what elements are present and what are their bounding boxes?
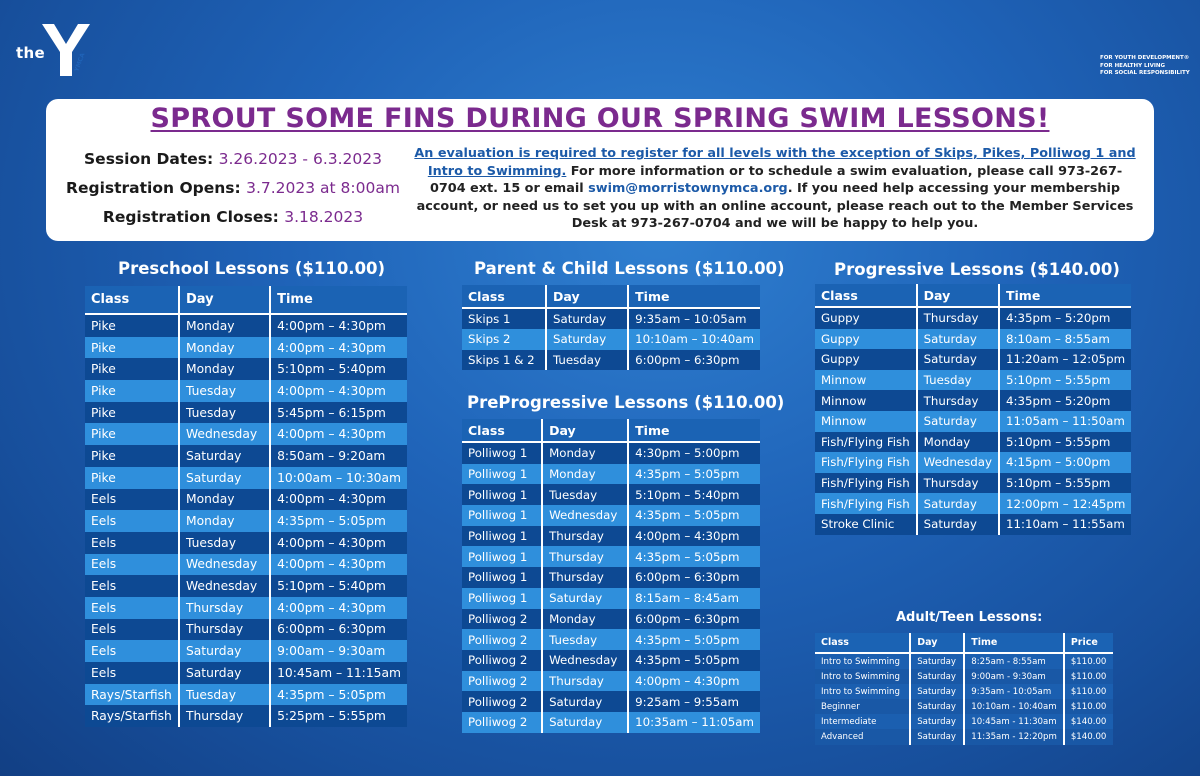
tagline-line: FOR YOUTH DEVELOPMENT® [1100,55,1190,61]
class-cell: Rays/Starfish [85,705,179,727]
table-row [462,350,760,370]
day-cell: Thursday [542,526,628,547]
day-cell: Thursday [917,473,999,494]
table-row [462,505,760,526]
reg-close-label: Registration Closes: [102,208,279,226]
header-row [85,286,407,314]
time-cell: 10:00am – 10:30am [270,467,407,489]
table-row [85,467,407,489]
class-cell: Pike [85,467,179,489]
time-cell: 4:35pm – 5:05pm [628,464,760,485]
table-row [815,684,1113,699]
column-header: Day [546,285,628,308]
class-cell: Advanced [815,729,910,744]
time-cell: 10:10am – 10:40am [628,329,760,349]
header-row [815,633,1113,653]
column-header: Day [542,419,628,442]
table-row [462,567,760,588]
table-row [85,532,407,554]
class-cell: Eels [85,532,179,554]
table-row [462,442,760,464]
logo-text: the [16,44,45,62]
header-row [462,285,760,308]
day-cell: Monday [179,510,270,532]
tagline-line: FOR HEALTHY LIVING [1100,62,1166,69]
table-row [815,390,1131,411]
time-cell: 8:25am - 8:55am [964,653,1064,669]
table-row [815,349,1131,370]
column-header: Class [85,286,179,314]
day-cell: Saturday [910,714,964,729]
day-cell: Tuesday [546,350,628,370]
table-row [815,729,1113,744]
class-cell: Eels [85,640,179,662]
table-row [815,329,1131,350]
logo-subtext: YMCA [73,52,87,73]
time-cell: 4:35pm – 5:05pm [270,684,407,706]
day-cell: Saturday [910,669,964,684]
table-row [815,473,1131,494]
day-cell: Saturday [546,308,628,329]
session-dates-row [58,145,408,174]
class-cell: Eels [85,489,179,511]
price-cell: $110.00 [1064,669,1113,684]
class-cell: Polliwog 1 [462,546,542,567]
table-row [462,464,760,485]
time-cell: 11:05am – 11:50am [999,411,1131,432]
day-cell: Wednesday [542,650,628,671]
preschool-table [85,286,407,727]
time-cell: 10:10am - 10:40am [964,699,1064,714]
price-cell: $110.00 [1064,699,1113,714]
class-cell: Minnow [815,370,917,391]
day-cell: Wednesday [179,575,270,597]
day-cell: Tuesday [542,484,628,505]
time-cell: 4:35pm – 5:20pm [999,390,1131,411]
day-cell: Tuesday [179,684,270,706]
time-cell: 4:00pm – 4:30pm [628,671,760,692]
adult-teen-table [815,633,1113,745]
table-row [815,714,1113,729]
class-cell: Fish/Flying Fish [815,452,917,473]
day-cell: Saturday [917,349,999,370]
time-cell: 11:20am – 12:05pm [999,349,1131,370]
time-cell: 4:00pm – 4:30pm [270,314,407,337]
class-cell: Skips 2 [462,329,546,349]
reg-close-value: 3.18.2023 [284,208,364,226]
table-row [462,671,760,692]
table-row [815,411,1131,432]
table-row [462,712,760,733]
time-cell: 6:00pm – 6:30pm [628,350,760,370]
class-cell: Pike [85,402,179,424]
y-logo-icon [38,20,94,78]
table-row [85,380,407,402]
time-cell: 8:10am – 8:55am [999,329,1131,350]
time-cell: 4:35pm – 5:05pm [270,510,407,532]
email-link[interactable]: swim@morristownymca.org [588,181,788,196]
day-cell: Monday [179,337,270,359]
table-row [85,358,407,380]
day-cell: Saturday [917,329,999,350]
time-cell: 9:00am – 9:30am [270,640,407,662]
headline: SPROUT SOME FINS DURING OUR SPRING SWIM LESSONS! [150,103,1050,134]
time-cell: 4:00pm – 4:30pm [270,532,407,554]
day-cell: Monday [179,489,270,511]
progressive-table [815,284,1131,535]
class-cell: Intro to Swimming [815,653,910,669]
table-row [85,423,407,445]
time-cell: 11:35am - 12:20pm [964,729,1064,744]
column-header: Price [1064,633,1113,653]
day-cell: Saturday [179,640,270,662]
class-cell: Polliwog 1 [462,464,542,485]
class-cell: Eels [85,575,179,597]
day-cell: Monday [179,358,270,380]
reg-open-value: 3.7.2023 at 8:00am [246,179,400,197]
time-cell: 4:00pm – 4:30pm [270,597,407,619]
table-row [462,546,760,567]
day-cell: Thursday [917,307,999,329]
day-cell: Thursday [179,705,270,727]
time-cell: 10:35am – 11:05am [628,712,760,733]
table-row [462,609,760,630]
day-cell: Saturday [179,467,270,489]
day-cell: Saturday [910,699,964,714]
class-cell: Guppy [815,307,917,329]
table-row [815,514,1131,535]
class-cell: Pike [85,358,179,380]
time-cell: 4:35pm – 5:20pm [999,307,1131,329]
preprogressive-table [462,419,760,733]
time-cell: 4:35pm – 5:05pm [628,650,760,671]
class-cell: Intermediate [815,714,910,729]
parent-child-table [462,285,760,370]
column-header: Time [999,284,1131,307]
class-cell: Pike [85,380,179,402]
day-cell: Thursday [542,567,628,588]
time-cell: 8:50am – 9:20am [270,445,407,467]
time-cell: 6:00pm – 6:30pm [628,567,760,588]
session-value: 3.26.2023 - 6.3.2023 [218,150,382,168]
day-cell: Wednesday [179,423,270,445]
time-cell: 6:00pm – 6:30pm [628,609,760,630]
table-row [85,575,407,597]
class-cell: Fish/Flying Fish [815,473,917,494]
day-cell: Tuesday [179,532,270,554]
time-cell: 5:10pm – 5:40pm [270,358,407,380]
time-cell: 10:45am – 11:15am [270,662,407,684]
class-cell: Rays/Starfish [85,684,179,706]
day-cell: Monday [917,432,999,453]
day-cell: Saturday [542,691,628,712]
day-cell: Tuesday [542,629,628,650]
column-header: Class [462,285,546,308]
class-cell: Polliwog 2 [462,712,542,733]
class-cell: Minnow [815,411,917,432]
day-cell: Wednesday [179,554,270,576]
class-cell: Beginner [815,699,910,714]
time-cell: 5:10pm – 5:40pm [628,484,760,505]
time-cell: 6:00pm – 6:30pm [270,619,407,641]
class-cell: Eels [85,597,179,619]
table-row [462,629,760,650]
time-cell: 8:15am – 8:45am [628,588,760,609]
table-row [462,308,760,329]
class-cell: Pike [85,423,179,445]
day-cell: Saturday [542,588,628,609]
day-cell: Saturday [910,653,964,669]
class-cell: Eels [85,662,179,684]
table-row [85,640,407,662]
column-header: Class [815,633,910,653]
time-cell: 4:00pm – 4:30pm [270,554,407,576]
time-cell: 4:00pm – 4:30pm [270,380,407,402]
column-header: Class [462,419,542,442]
time-cell: 10:45am - 11:30am [964,714,1064,729]
class-cell: Pike [85,337,179,359]
table-row [462,484,760,505]
time-cell: 5:10pm – 5:55pm [999,370,1131,391]
class-cell: Polliwog 1 [462,505,542,526]
header-row [462,419,760,442]
day-cell: Monday [542,442,628,464]
registration-opens-row [58,174,408,203]
time-cell: 4:35pm – 5:05pm [628,505,760,526]
day-cell: Tuesday [179,402,270,424]
time-cell: 4:00pm – 4:30pm [270,423,407,445]
day-cell: Monday [179,314,270,337]
adult-teen-title: Adult/Teen Lessons: [896,610,1043,625]
day-cell: Thursday [542,546,628,567]
table-row [815,432,1131,453]
column-header: Time [628,285,760,308]
price-cell: $110.00 [1064,684,1113,699]
class-cell: Pike [85,314,179,337]
class-cell: Guppy [815,349,917,370]
table-row [462,650,760,671]
table-row [85,337,407,359]
price-cell: $110.00 [1064,653,1113,669]
reg-open-label: Registration Opens: [66,179,241,197]
time-cell: 4:00pm – 4:30pm [270,489,407,511]
time-cell: 4:35pm – 5:05pm [628,629,760,650]
class-cell: Intro to Swimming [815,684,910,699]
time-cell: 5:25pm – 5:55pm [270,705,407,727]
notice-text-2: . If you need help accessing your membership account, or need us to set you up with an online account, please reach out to the Member Services Desk at 973-267-0704 and we will be happy to help you. [416,181,1134,231]
table-row [815,370,1131,391]
class-cell: Polliwog 1 [462,526,542,547]
table-row [85,489,407,511]
time-cell: 12:00pm – 12:45pm [999,493,1131,514]
table-row [85,314,407,337]
session-label: Session Dates: [84,150,214,168]
class-cell: Eels [85,554,179,576]
evaluation-notice [412,145,1138,233]
ymca-logo [14,20,94,80]
table-row [815,669,1113,684]
time-cell: 5:10pm – 5:55pm [999,473,1131,494]
tagline-line: FOR SOCIAL RESPONSIBILITY [1100,70,1190,76]
day-cell: Saturday [917,514,999,535]
time-cell: 9:35am – 10:05am [628,308,760,329]
class-cell: Polliwog 1 [462,567,542,588]
table-row [815,699,1113,714]
table-row [85,445,407,467]
class-cell: Skips 1 & 2 [462,350,546,370]
day-cell: Saturday [917,493,999,514]
class-cell: Polliwog 2 [462,650,542,671]
time-cell: 9:00am - 9:30am [964,669,1064,684]
table-row [815,653,1113,669]
day-cell: Thursday [542,671,628,692]
time-cell: 9:35am - 10:05am [964,684,1064,699]
day-cell: Saturday [917,411,999,432]
table-row [85,554,407,576]
time-cell: 4:30pm – 5:00pm [628,442,760,464]
time-cell: 11:10am – 11:55am [999,514,1131,535]
class-cell: Polliwog 2 [462,671,542,692]
class-cell: Skips 1 [462,308,546,329]
day-cell: Saturday [910,684,964,699]
class-cell: Polliwog 2 [462,629,542,650]
class-cell: Fish/Flying Fish [815,432,917,453]
class-cell: Guppy [815,329,917,350]
notice-text-1: For more information or to schedule a swim evaluation, please call 973-267-0704 ext. 15 or email [429,163,1123,196]
day-cell: Tuesday [917,370,999,391]
column-header: Day [910,633,964,653]
registration-closes-row [58,203,408,232]
time-cell: 9:25am – 9:55am [628,691,760,712]
day-cell: Monday [542,609,628,630]
time-cell: 5:45pm – 6:15pm [270,402,407,424]
table-row [462,691,760,712]
table-row [815,307,1131,329]
table-row [85,684,407,706]
class-cell: Stroke Clinic [815,514,917,535]
day-cell: Thursday [917,390,999,411]
class-cell: Polliwog 1 [462,442,542,464]
column-header: Day [917,284,999,307]
class-cell: Pike [85,445,179,467]
time-cell: 4:35pm – 5:05pm [628,546,760,567]
class-cell: Polliwog 2 [462,691,542,712]
column-header: Class [815,284,917,307]
evaluation-link[interactable]: An evaluation is required to register for all levels with the exception of Skips, Pikes, Polliwog 1 and Intro to Swimming. [414,146,1136,179]
day-cell: Saturday [179,662,270,684]
class-cell: Intro to Swimming [815,669,910,684]
day-cell: Thursday [179,619,270,641]
table-row [85,402,407,424]
class-cell: Fish/Flying Fish [815,493,917,514]
table-row [85,597,407,619]
class-cell: Polliwog 2 [462,609,542,630]
day-cell: Saturday [542,712,628,733]
table-row [815,493,1131,514]
day-cell: Tuesday [179,380,270,402]
day-cell: Monday [542,464,628,485]
table-row [85,510,407,532]
class-cell: Eels [85,510,179,532]
session-dates [58,145,408,232]
time-cell: 4:00pm – 4:30pm [270,337,407,359]
class-cell: Polliwog 1 [462,588,542,609]
time-cell: 4:15pm – 5:00pm [999,452,1131,473]
table-row [462,526,760,547]
table-row [462,329,760,349]
table-row [85,619,407,641]
column-header: Day [179,286,270,314]
preprogressive-title: PreProgressive Lessons ($110.00) [467,393,785,412]
class-cell: Eels [85,619,179,641]
price-cell: $140.00 [1064,714,1113,729]
time-cell: 5:10pm – 5:40pm [270,575,407,597]
column-header: Time [964,633,1064,653]
class-cell: Minnow [815,390,917,411]
day-cell: Wednesday [542,505,628,526]
preschool-title: Preschool Lessons ($110.00) [118,259,386,278]
time-cell: 5:10pm – 5:55pm [999,432,1131,453]
table-row [85,662,407,684]
column-header: Time [628,419,760,442]
day-cell: Thursday [179,597,270,619]
header-panel [46,99,1154,241]
day-cell: Saturday [179,445,270,467]
column-header: Time [270,286,407,314]
day-cell: Saturday [546,329,628,349]
parent-child-title: Parent & Child Lessons ($110.00) [474,259,785,278]
table-row [815,452,1131,473]
progressive-title: Progressive Lessons ($140.00) [834,260,1120,279]
time-cell: 4:00pm – 4:30pm [628,526,760,547]
table-row [85,705,407,727]
price-cell: $140.00 [1064,729,1113,744]
header-row [815,284,1131,307]
class-cell: Polliwog 1 [462,484,542,505]
tagline [1100,55,1195,78]
day-cell: Saturday [910,729,964,744]
table-row [462,588,760,609]
day-cell: Wednesday [917,452,999,473]
